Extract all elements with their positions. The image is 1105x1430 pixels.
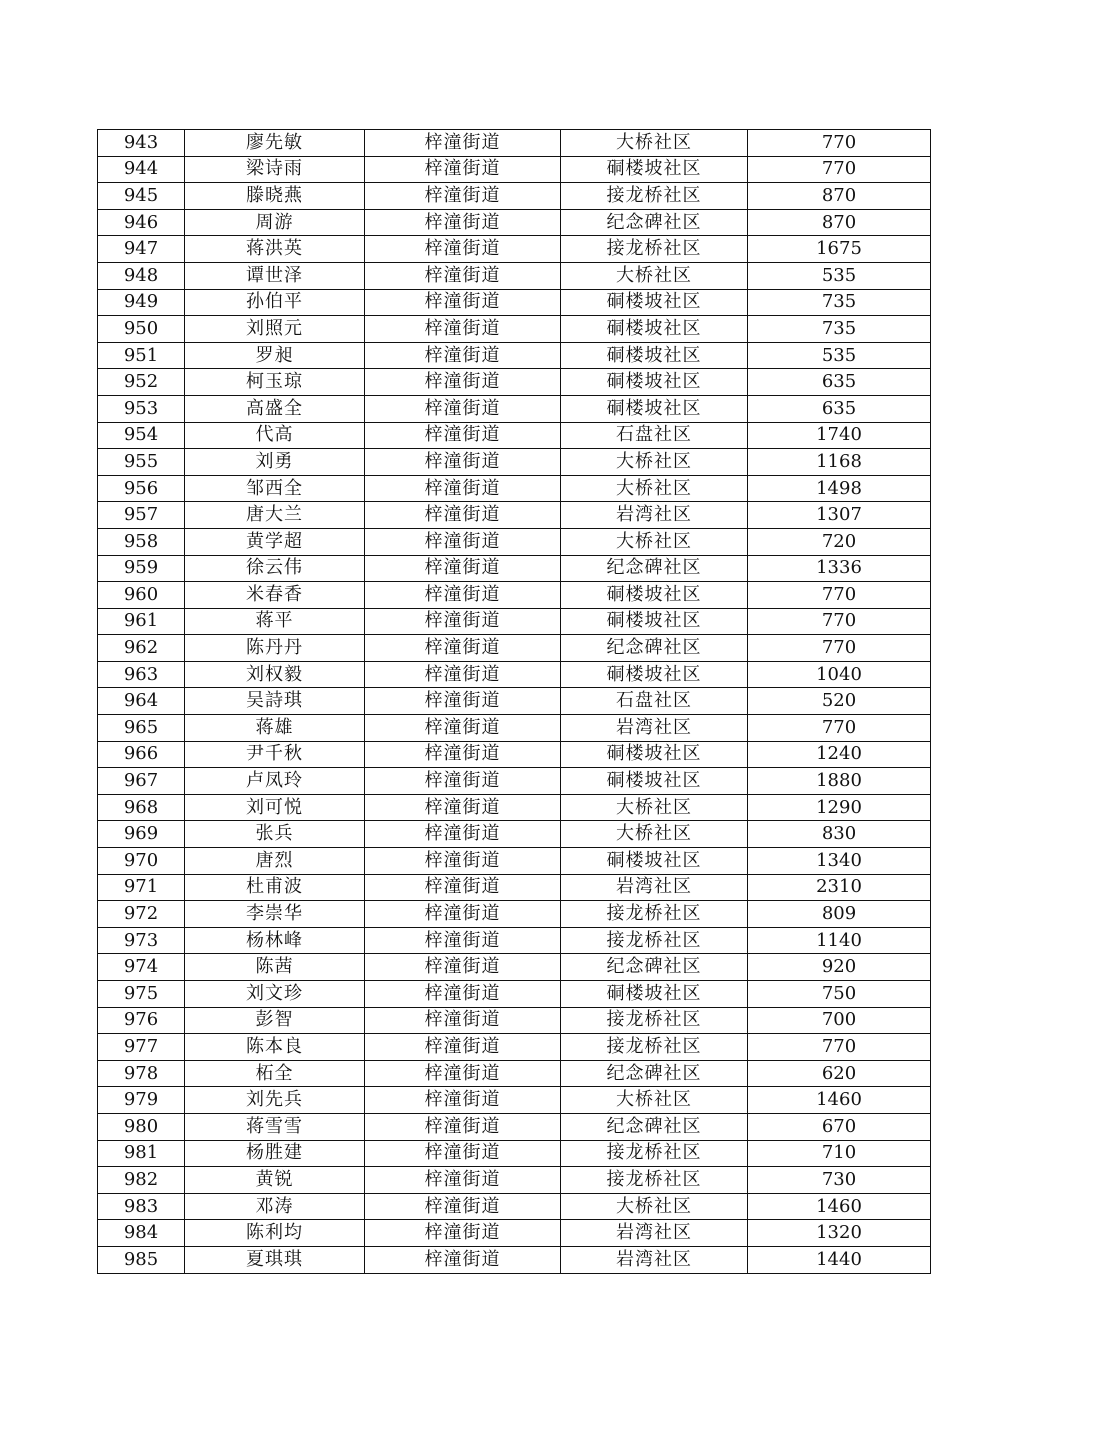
street-cell: 梓潼街道 <box>365 262 561 289</box>
table-row <box>98 395 931 422</box>
community-cell: 大桥社区 <box>561 262 748 289</box>
street-cell: 梓潼街道 <box>365 661 561 688</box>
street-cell: 梓潼街道 <box>365 422 561 449</box>
name-cell: 吴詩琪 <box>185 688 365 715</box>
community-cell: 硐楼坡社区 <box>561 768 748 795</box>
name-cell: 孙伯平 <box>185 289 365 316</box>
street-cell: 梓潼街道 <box>365 555 561 582</box>
community-cell: 纪念碑社区 <box>561 635 748 662</box>
table-row <box>98 1007 931 1034</box>
community-cell: 大桥社区 <box>561 1087 748 1114</box>
row-number-cell: 968 <box>98 794 185 821</box>
amount-cell: 770 <box>748 715 931 742</box>
row-number-cell: 970 <box>98 848 185 875</box>
name-cell: 谭世泽 <box>185 262 365 289</box>
name-cell: 梁诗雨 <box>185 156 365 183</box>
community-cell: 纪念碑社区 <box>561 209 748 236</box>
community-cell: 硐楼坡社区 <box>561 289 748 316</box>
table-row <box>98 768 931 795</box>
amount-cell: 1460 <box>748 1193 931 1220</box>
name-cell: 刘先兵 <box>185 1087 365 1114</box>
street-cell: 梓潼街道 <box>365 1193 561 1220</box>
name-cell: 唐烈 <box>185 848 365 875</box>
name-cell: 蒋雄 <box>185 715 365 742</box>
table-row <box>98 901 931 928</box>
amount-cell: 1040 <box>748 661 931 688</box>
table-row <box>98 821 931 848</box>
name-cell: 刘文珍 <box>185 981 365 1008</box>
roster-table <box>97 129 931 1274</box>
street-cell: 梓潼街道 <box>365 715 561 742</box>
amount-cell: 535 <box>748 342 931 369</box>
table-row <box>98 582 931 609</box>
amount-cell: 710 <box>748 1140 931 1167</box>
row-number-cell: 949 <box>98 289 185 316</box>
street-cell: 梓潼街道 <box>365 289 561 316</box>
street-cell: 梓潼街道 <box>365 1167 561 1194</box>
community-cell: 大桥社区 <box>561 130 748 157</box>
name-cell: 代高 <box>185 422 365 449</box>
street-cell: 梓潼街道 <box>365 1007 561 1034</box>
street-cell: 梓潼街道 <box>365 688 561 715</box>
amount-cell: 830 <box>748 821 931 848</box>
table-row <box>98 635 931 662</box>
amount-cell: 1460 <box>748 1087 931 1114</box>
row-number-cell: 952 <box>98 369 185 396</box>
row-number-cell: 943 <box>98 130 185 157</box>
amount-cell: 809 <box>748 901 931 928</box>
street-cell: 梓潼街道 <box>365 449 561 476</box>
name-cell: 陈茜 <box>185 954 365 981</box>
name-cell: 卢凤玲 <box>185 768 365 795</box>
amount-cell: 1880 <box>748 768 931 795</box>
community-cell: 接龙桥社区 <box>561 1167 748 1194</box>
name-cell: 罗昶 <box>185 342 365 369</box>
community-cell: 接龙桥社区 <box>561 901 748 928</box>
table-row <box>98 555 931 582</box>
table-row <box>98 262 931 289</box>
table-row <box>98 661 931 688</box>
row-number-cell: 962 <box>98 635 185 662</box>
row-number-cell: 974 <box>98 954 185 981</box>
table-row <box>98 1034 931 1061</box>
table-row <box>98 528 931 555</box>
amount-cell: 735 <box>748 316 931 343</box>
street-cell: 梓潼街道 <box>365 794 561 821</box>
amount-cell: 720 <box>748 528 931 555</box>
amount-cell: 2310 <box>748 874 931 901</box>
street-cell: 梓潼街道 <box>365 741 561 768</box>
name-cell: 唐大兰 <box>185 502 365 529</box>
amount-cell: 1240 <box>748 741 931 768</box>
name-cell: 徐云伟 <box>185 555 365 582</box>
name-cell: 陈丹丹 <box>185 635 365 662</box>
roster-table-body <box>98 130 931 1274</box>
row-number-cell: 966 <box>98 741 185 768</box>
row-number-cell: 957 <box>98 502 185 529</box>
street-cell: 梓潼街道 <box>365 316 561 343</box>
community-cell: 接龙桥社区 <box>561 1007 748 1034</box>
community-cell: 石盘社区 <box>561 422 748 449</box>
table-row <box>98 1220 931 1247</box>
table-row <box>98 608 931 635</box>
amount-cell: 700 <box>748 1007 931 1034</box>
row-number-cell: 973 <box>98 927 185 954</box>
table-row <box>98 715 931 742</box>
amount-cell: 1440 <box>748 1246 931 1273</box>
community-cell: 大桥社区 <box>561 528 748 555</box>
community-cell: 硐楼坡社区 <box>561 661 748 688</box>
name-cell: 柘全 <box>185 1060 365 1087</box>
name-cell: 米春香 <box>185 582 365 609</box>
street-cell: 梓潼街道 <box>365 1087 561 1114</box>
row-number-cell: 971 <box>98 874 185 901</box>
amount-cell: 870 <box>748 183 931 210</box>
community-cell: 岩湾社区 <box>561 874 748 901</box>
amount-cell: 1168 <box>748 449 931 476</box>
street-cell: 梓潼街道 <box>365 901 561 928</box>
community-cell: 接龙桥社区 <box>561 236 748 263</box>
street-cell: 梓潼街道 <box>365 1246 561 1273</box>
community-cell: 硐楼坡社区 <box>561 582 748 609</box>
table-row <box>98 981 931 1008</box>
amount-cell: 735 <box>748 289 931 316</box>
row-number-cell: 954 <box>98 422 185 449</box>
name-cell: 李崇华 <box>185 901 365 928</box>
street-cell: 梓潼街道 <box>365 1220 561 1247</box>
row-number-cell: 965 <box>98 715 185 742</box>
amount-cell: 1498 <box>748 475 931 502</box>
name-cell: 彭智 <box>185 1007 365 1034</box>
name-cell: 蒋平 <box>185 608 365 635</box>
street-cell: 梓潼街道 <box>365 874 561 901</box>
row-number-cell: 950 <box>98 316 185 343</box>
street-cell: 梓潼街道 <box>365 981 561 1008</box>
row-number-cell: 963 <box>98 661 185 688</box>
row-number-cell: 951 <box>98 342 185 369</box>
street-cell: 梓潼街道 <box>365 395 561 422</box>
street-cell: 梓潼街道 <box>365 1060 561 1087</box>
table-row <box>98 1087 931 1114</box>
street-cell: 梓潼街道 <box>365 369 561 396</box>
table-row <box>98 1193 931 1220</box>
community-cell: 接龙桥社区 <box>561 1034 748 1061</box>
street-cell: 梓潼街道 <box>365 608 561 635</box>
community-cell: 硐楼坡社区 <box>561 342 748 369</box>
row-number-cell: 984 <box>98 1220 185 1247</box>
name-cell: 陈利均 <box>185 1220 365 1247</box>
street-cell: 梓潼街道 <box>365 1140 561 1167</box>
table-row <box>98 183 931 210</box>
table-row <box>98 236 931 263</box>
community-cell: 硐楼坡社区 <box>561 156 748 183</box>
table-row <box>98 289 931 316</box>
amount-cell: 520 <box>748 688 931 715</box>
street-cell: 梓潼街道 <box>365 209 561 236</box>
street-cell: 梓潼街道 <box>365 502 561 529</box>
table-row <box>98 1060 931 1087</box>
row-number-cell: 958 <box>98 528 185 555</box>
row-number-cell: 980 <box>98 1113 185 1140</box>
name-cell: 杜甫波 <box>185 874 365 901</box>
table-row <box>98 927 931 954</box>
name-cell: 刘勇 <box>185 449 365 476</box>
amount-cell: 1290 <box>748 794 931 821</box>
row-number-cell: 964 <box>98 688 185 715</box>
row-number-cell: 967 <box>98 768 185 795</box>
amount-cell: 770 <box>748 608 931 635</box>
table-row <box>98 688 931 715</box>
row-number-cell: 985 <box>98 1246 185 1273</box>
amount-cell: 635 <box>748 369 931 396</box>
name-cell: 刘照元 <box>185 316 365 343</box>
community-cell: 岩湾社区 <box>561 715 748 742</box>
table-row <box>98 1140 931 1167</box>
amount-cell: 920 <box>748 954 931 981</box>
community-cell: 岩湾社区 <box>561 1220 748 1247</box>
name-cell: 黄学超 <box>185 528 365 555</box>
amount-cell: 535 <box>748 262 931 289</box>
amount-cell: 1320 <box>748 1220 931 1247</box>
row-number-cell: 976 <box>98 1007 185 1034</box>
name-cell: 刘权毅 <box>185 661 365 688</box>
table-row <box>98 874 931 901</box>
row-number-cell: 978 <box>98 1060 185 1087</box>
street-cell: 梓潼街道 <box>365 156 561 183</box>
street-cell: 梓潼街道 <box>365 821 561 848</box>
table-row <box>98 316 931 343</box>
row-number-cell: 946 <box>98 209 185 236</box>
table-row <box>98 794 931 821</box>
name-cell: 张兵 <box>185 821 365 848</box>
row-number-cell: 977 <box>98 1034 185 1061</box>
amount-cell: 770 <box>748 635 931 662</box>
row-number-cell: 945 <box>98 183 185 210</box>
community-cell: 大桥社区 <box>561 821 748 848</box>
table-row <box>98 209 931 236</box>
street-cell: 梓潼街道 <box>365 342 561 369</box>
table-row <box>98 1246 931 1273</box>
table-row <box>98 156 931 183</box>
name-cell: 夏琪琪 <box>185 1246 365 1273</box>
community-cell: 硐楼坡社区 <box>561 608 748 635</box>
street-cell: 梓潼街道 <box>365 528 561 555</box>
row-number-cell: 944 <box>98 156 185 183</box>
street-cell: 梓潼街道 <box>365 954 561 981</box>
street-cell: 梓潼街道 <box>365 236 561 263</box>
community-cell: 接龙桥社区 <box>561 1140 748 1167</box>
name-cell: 蒋雪雪 <box>185 1113 365 1140</box>
street-cell: 梓潼街道 <box>365 927 561 954</box>
name-cell: 杨胜建 <box>185 1140 365 1167</box>
amount-cell: 770 <box>748 582 931 609</box>
table-row <box>98 475 931 502</box>
row-number-cell: 953 <box>98 395 185 422</box>
row-number-cell: 956 <box>98 475 185 502</box>
row-number-cell: 983 <box>98 1193 185 1220</box>
community-cell: 岩湾社区 <box>561 1246 748 1273</box>
street-cell: 梓潼街道 <box>365 130 561 157</box>
row-number-cell: 972 <box>98 901 185 928</box>
name-cell: 刘可悦 <box>185 794 365 821</box>
name-cell: 蒋洪英 <box>185 236 365 263</box>
community-cell: 纪念碑社区 <box>561 555 748 582</box>
street-cell: 梓潼街道 <box>365 1034 561 1061</box>
table-row <box>98 342 931 369</box>
street-cell: 梓潼街道 <box>365 582 561 609</box>
table-row <box>98 848 931 875</box>
community-cell: 硐楼坡社区 <box>561 369 748 396</box>
row-number-cell: 982 <box>98 1167 185 1194</box>
name-cell: 周游 <box>185 209 365 236</box>
name-cell: 柯玉琼 <box>185 369 365 396</box>
community-cell: 大桥社区 <box>561 449 748 476</box>
street-cell: 梓潼街道 <box>365 768 561 795</box>
table-row <box>98 1167 931 1194</box>
amount-cell: 670 <box>748 1113 931 1140</box>
community-cell: 大桥社区 <box>561 794 748 821</box>
street-cell: 梓潼街道 <box>365 635 561 662</box>
name-cell: 廖先敏 <box>185 130 365 157</box>
community-cell: 接龙桥社区 <box>561 927 748 954</box>
community-cell: 硐楼坡社区 <box>561 316 748 343</box>
street-cell: 梓潼街道 <box>365 475 561 502</box>
table-row <box>98 449 931 476</box>
street-cell: 梓潼街道 <box>365 848 561 875</box>
community-cell: 石盘社区 <box>561 688 748 715</box>
table-row <box>98 1113 931 1140</box>
name-cell: 杨林峰 <box>185 927 365 954</box>
table-row <box>98 422 931 449</box>
row-number-cell: 979 <box>98 1087 185 1114</box>
row-number-cell: 969 <box>98 821 185 848</box>
amount-cell: 1140 <box>748 927 931 954</box>
amount-cell: 770 <box>748 156 931 183</box>
community-cell: 纪念碑社区 <box>561 1060 748 1087</box>
amount-cell: 770 <box>748 1034 931 1061</box>
amount-cell: 635 <box>748 395 931 422</box>
amount-cell: 620 <box>748 1060 931 1087</box>
name-cell: 邹西全 <box>185 475 365 502</box>
amount-cell: 770 <box>748 130 931 157</box>
table-row <box>98 741 931 768</box>
row-number-cell: 960 <box>98 582 185 609</box>
amount-cell: 1340 <box>748 848 931 875</box>
table-row <box>98 954 931 981</box>
community-cell: 接龙桥社区 <box>561 183 748 210</box>
name-cell: 陈本良 <box>185 1034 365 1061</box>
amount-cell: 1336 <box>748 555 931 582</box>
community-cell: 纪念碑社区 <box>561 1113 748 1140</box>
table-row <box>98 502 931 529</box>
amount-cell: 730 <box>748 1167 931 1194</box>
row-number-cell: 959 <box>98 555 185 582</box>
row-number-cell: 955 <box>98 449 185 476</box>
community-cell: 纪念碑社区 <box>561 954 748 981</box>
amount-cell: 750 <box>748 981 931 1008</box>
community-cell: 硐楼坡社区 <box>561 981 748 1008</box>
amount-cell: 870 <box>748 209 931 236</box>
row-number-cell: 947 <box>98 236 185 263</box>
amount-cell: 1740 <box>748 422 931 449</box>
table-row <box>98 369 931 396</box>
community-cell: 大桥社区 <box>561 475 748 502</box>
row-number-cell: 981 <box>98 1140 185 1167</box>
name-cell: 邓涛 <box>185 1193 365 1220</box>
amount-cell: 1307 <box>748 502 931 529</box>
community-cell: 岩湾社区 <box>561 502 748 529</box>
row-number-cell: 975 <box>98 981 185 1008</box>
row-number-cell: 961 <box>98 608 185 635</box>
community-cell: 硐楼坡社区 <box>561 848 748 875</box>
community-cell: 大桥社区 <box>561 1193 748 1220</box>
name-cell: 高盛全 <box>185 395 365 422</box>
community-cell: 硐楼坡社区 <box>561 395 748 422</box>
name-cell: 滕晓燕 <box>185 183 365 210</box>
table-row <box>98 130 931 157</box>
street-cell: 梓潼街道 <box>365 1113 561 1140</box>
community-cell: 硐楼坡社区 <box>561 741 748 768</box>
name-cell: 尹千秋 <box>185 741 365 768</box>
amount-cell: 1675 <box>748 236 931 263</box>
row-number-cell: 948 <box>98 262 185 289</box>
street-cell: 梓潼街道 <box>365 183 561 210</box>
name-cell: 黄锐 <box>185 1167 365 1194</box>
